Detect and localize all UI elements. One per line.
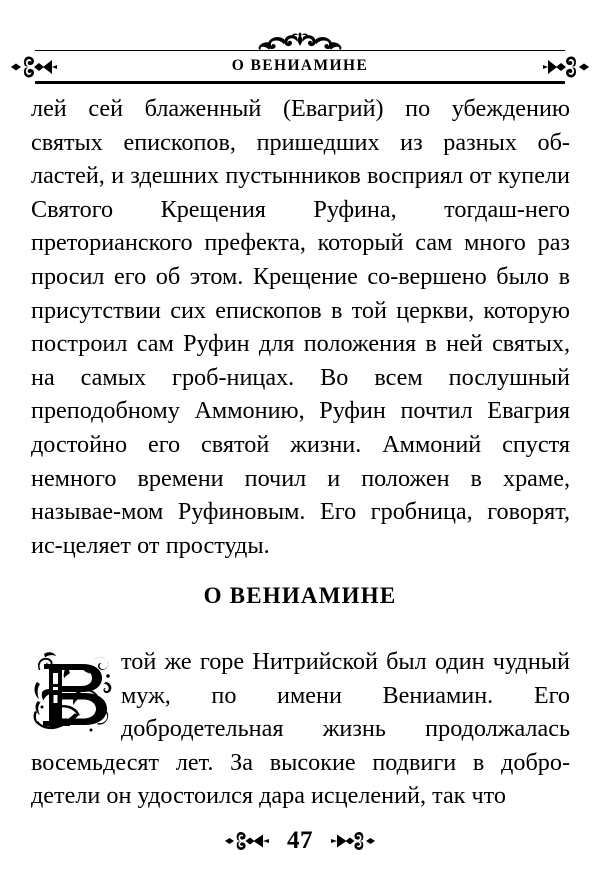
decorated-initial-v-icon	[31, 647, 117, 739]
fleuron-left-icon	[224, 828, 270, 854]
page-number: 47	[287, 827, 313, 854]
paragraph-veniamin: той же горе Нитрийской был один чудный муж, по имени Вениамин. Его добродетельная жизнь продолжалась восемьдесят лет. За высокие подвиги в добро-детели он удостоился дара исцелений, так что	[31, 648, 570, 810]
section-heading: О ВЕНИАМИНЕ	[203, 583, 397, 608]
fleuron-right-icon	[330, 828, 376, 854]
body-text-column	[31, 92, 570, 562]
page-footer	[0, 818, 600, 864]
paragraph-continued: лей сей блаженный (Евагрий) по убеждению святых епископов, пришедших из разных об-ластей, и здешних пустынников восприял от купели Святого Крещения Руфина, тогдаш-него преторианского префекта, который сам много раз просил его об этом. Крещение со-вершено было в присутствии сих епископов в той церкви, которую построил сам Руфин для положения в ней святых, на самых гроб-ницах. Во всем послушный преподобному Аммонию, Руфин почтил Евагрия достойно его святой жизни. Аммоний спустя немного времени почил и положен в храме, называе-мом Руфиновым. Его гробница, говорят, ис-целяет от простуды.	[31, 95, 570, 559]
page-title: О ВЕНИАМИНЕ	[231, 57, 369, 74]
running-head	[0, 30, 600, 88]
dropcap-paragraph-block	[31, 645, 570, 813]
scrollwork-crest-icon	[248, 30, 352, 52]
